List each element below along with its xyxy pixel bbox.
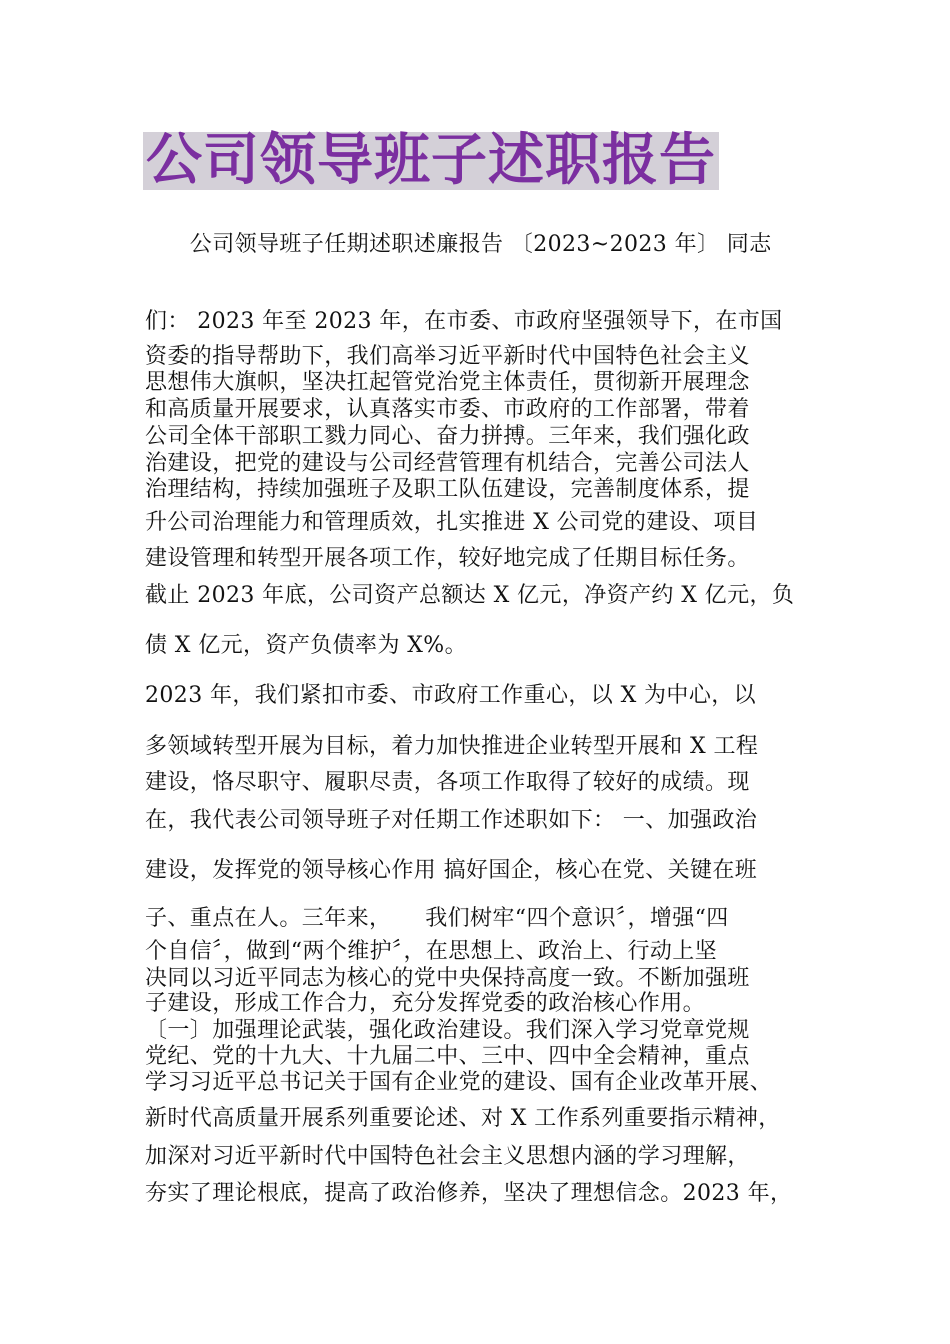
text-line: 2023 年，我们紧扣市委、市政府工作重心，以 X 为中心，以 <box>145 683 757 708</box>
text-line: 公司领导班子任期述职述廉报告 〔2023~2023 年〕 同志 <box>145 232 772 257</box>
text-line: 治建设，把党的建设与公司经营管理有机结合，完善公司法人 <box>145 451 750 476</box>
text-line: 建设，发挥党的领导核心作用 搞好国企，核心在党、关键在班 <box>145 858 758 883</box>
text-line: 子、重点在人。三年来， 我们树牢“四个意识〞，增强“四 <box>145 906 729 931</box>
text-line: 加深对习近平新时代中国特色社会主义思想内涵的学习理解， <box>145 1144 750 1169</box>
text-line: 资委的指导帮助下，我们高举习近平新时代中国特色社会主义 <box>145 344 750 369</box>
text-line: 债 X 亿元，资产负债率为 X%。 <box>145 633 468 658</box>
text-line: 决同以习近平同志为核心的党中央保持高度一致。不断加强班 <box>145 966 750 991</box>
text-line: 升公司治理能力和管理质效，扎实推进 X 公司党的建设、项目 <box>145 510 759 535</box>
text-line: 多领域转型开展为目标，着力加快推进企业转型开展和 X 工程 <box>145 734 759 759</box>
text-line: 党纪、党的十九大、十九届二中、三中、四中全会精神，重点 <box>145 1044 750 1069</box>
text-line: 新时代高质量开展系列重要论述、对 X 工作系列重要指示精神， <box>145 1106 781 1131</box>
text-line: 建设管理和转型开展各项工作，较好地完成了任期目标任务。 <box>145 546 750 571</box>
text-line: 夯实了理论根底，提高了政治修养，坚决了理想信念。2023 年， <box>145 1181 793 1206</box>
text-line: 思想伟大旗帜，坚决扛起管党治党主体责任，贯彻新开展理念 <box>145 370 750 395</box>
text-line: 治理结构，持续加强班子及职工队伍建设，完善制度体系，提 <box>145 477 750 502</box>
text-line: 公司全体干部职工戮力同心、奋力拼搏。三年来，我们强化政 <box>145 424 750 449</box>
title-highlight <box>143 128 719 193</box>
document-title: 公司领导班子述职报告 <box>146 128 716 193</box>
text-line: 截止 2023 年底，公司资产总额达 X 亿元，净资产约 X 亿元，负 <box>145 583 795 608</box>
text-line: 子建设，形成工作合力，充分发挥党委的政治核心作用。 <box>145 991 706 1016</box>
text-line: 们： 2023 年至 2023 年，在市委、市政府坚强领导下，在市国 <box>145 309 783 334</box>
text-line: 和高质量开展要求，认真落实市委、市政府的工作部署，带着 <box>145 397 750 422</box>
text-line: 学习习近平总书记关于国有企业党的建设、国有企业改革开展、 <box>145 1070 773 1095</box>
text-line: 个自信〞，做到“两个维护〞，在思想上、政治上、行动上坚 <box>145 939 718 964</box>
text-line: 在，我代表公司领导班子对任期工作述职如下： 一、加强政治 <box>145 808 758 833</box>
text-line: 建设，恪尽职守、履职尽责，各项工作取得了较好的成绩。现 <box>145 770 750 795</box>
text-line: 〔一〕加强理论武装，强化政治建设。我们深入学习党章党规 <box>145 1018 750 1043</box>
